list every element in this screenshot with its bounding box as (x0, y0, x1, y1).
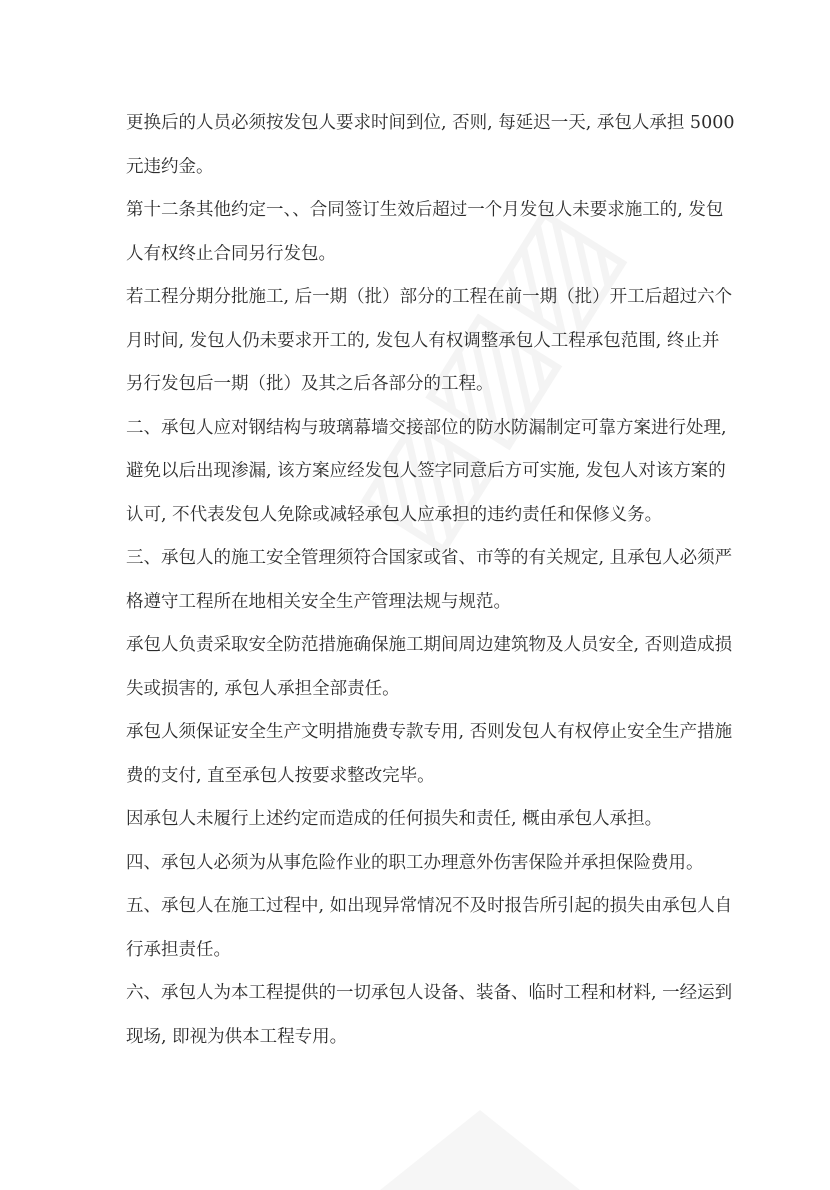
text-line: 五、承包人在施工过程中, 如出现异常情况不及时报告所引起的损失由承包人自 (126, 896, 733, 916)
text-line: 元违约金。 (126, 156, 214, 177)
text-line: 四、承包人必须为从事危险作业的职工办理意外伤害保险并承担保险费用。 (126, 852, 704, 873)
text-line: 二、承包人应对钢结构与玻璃幕墙交接部位的防水防漏制定可靠方案进行处理, (126, 417, 727, 438)
text-line: 另行发包后一期（批）及其之后各部分的工程。 (126, 374, 494, 394)
text-line: 避免以后出现渗漏, 该方案应经发包人签字同意后方可实施, 发包人对该方案的 (126, 461, 726, 481)
text-line: 认可, 不代表发包人免除或减轻承包人应承担的违约责任和保修义务。 (126, 504, 663, 525)
text-line: 因承包人未履行上述约定而造成的任何损失和责任, 概由承包人承担。 (126, 809, 663, 829)
text-line: 六、承包人为本工程提供的一切承包人设备、装备、临时工程和材料, 一经运到 (126, 983, 733, 1003)
text-line: 人有权终止合同另行发包。 (126, 243, 336, 264)
watermark-bottom-icon (380, 1110, 580, 1190)
text-line: 三、承包人的施工安全管理须符合国家或省、市等的有关规定, 且承包人必须严 (126, 548, 733, 568)
document-body (126, 112, 735, 1069)
text-line: 格遵守工程所在地相关安全生产管理法规与规范。 (126, 591, 511, 612)
text-line: 第十二条其他约定一、、合同签订生效后超过一个月发包人未要求施工的, 发包 (126, 200, 724, 220)
text-line: 月时间, 发包人仍未要求开工的, 发包人有权调整承包人工程承包范围, 终止并 (126, 330, 720, 351)
text-line: 承包人负责采取安全防范措施确保施工期间周边建筑物及人员安全, 否则造成损 (126, 635, 733, 655)
text-line: 现场, 即视为供本工程专用。 (126, 1026, 348, 1047)
text-line: 若工程分期分批施工, 后一期（批）部分的工程在前一期（批）开工后超过六个 (126, 287, 733, 307)
text-line: 失或损害的, 承包人承担全部责任。 (126, 678, 400, 699)
text-line: 行承担责任。 (126, 939, 231, 960)
text-line: 承包人须保证安全生产文明措施费专款专用, 否则发包人有权停止安全生产措施 (126, 722, 733, 742)
text-line: 更换后的人员必须按发包人要求时间到位, 否则, 每延迟一天, 承包人承担 5000 (126, 113, 735, 133)
text-line: 费的支付, 直至承包人按要求整改完毕。 (126, 765, 435, 786)
